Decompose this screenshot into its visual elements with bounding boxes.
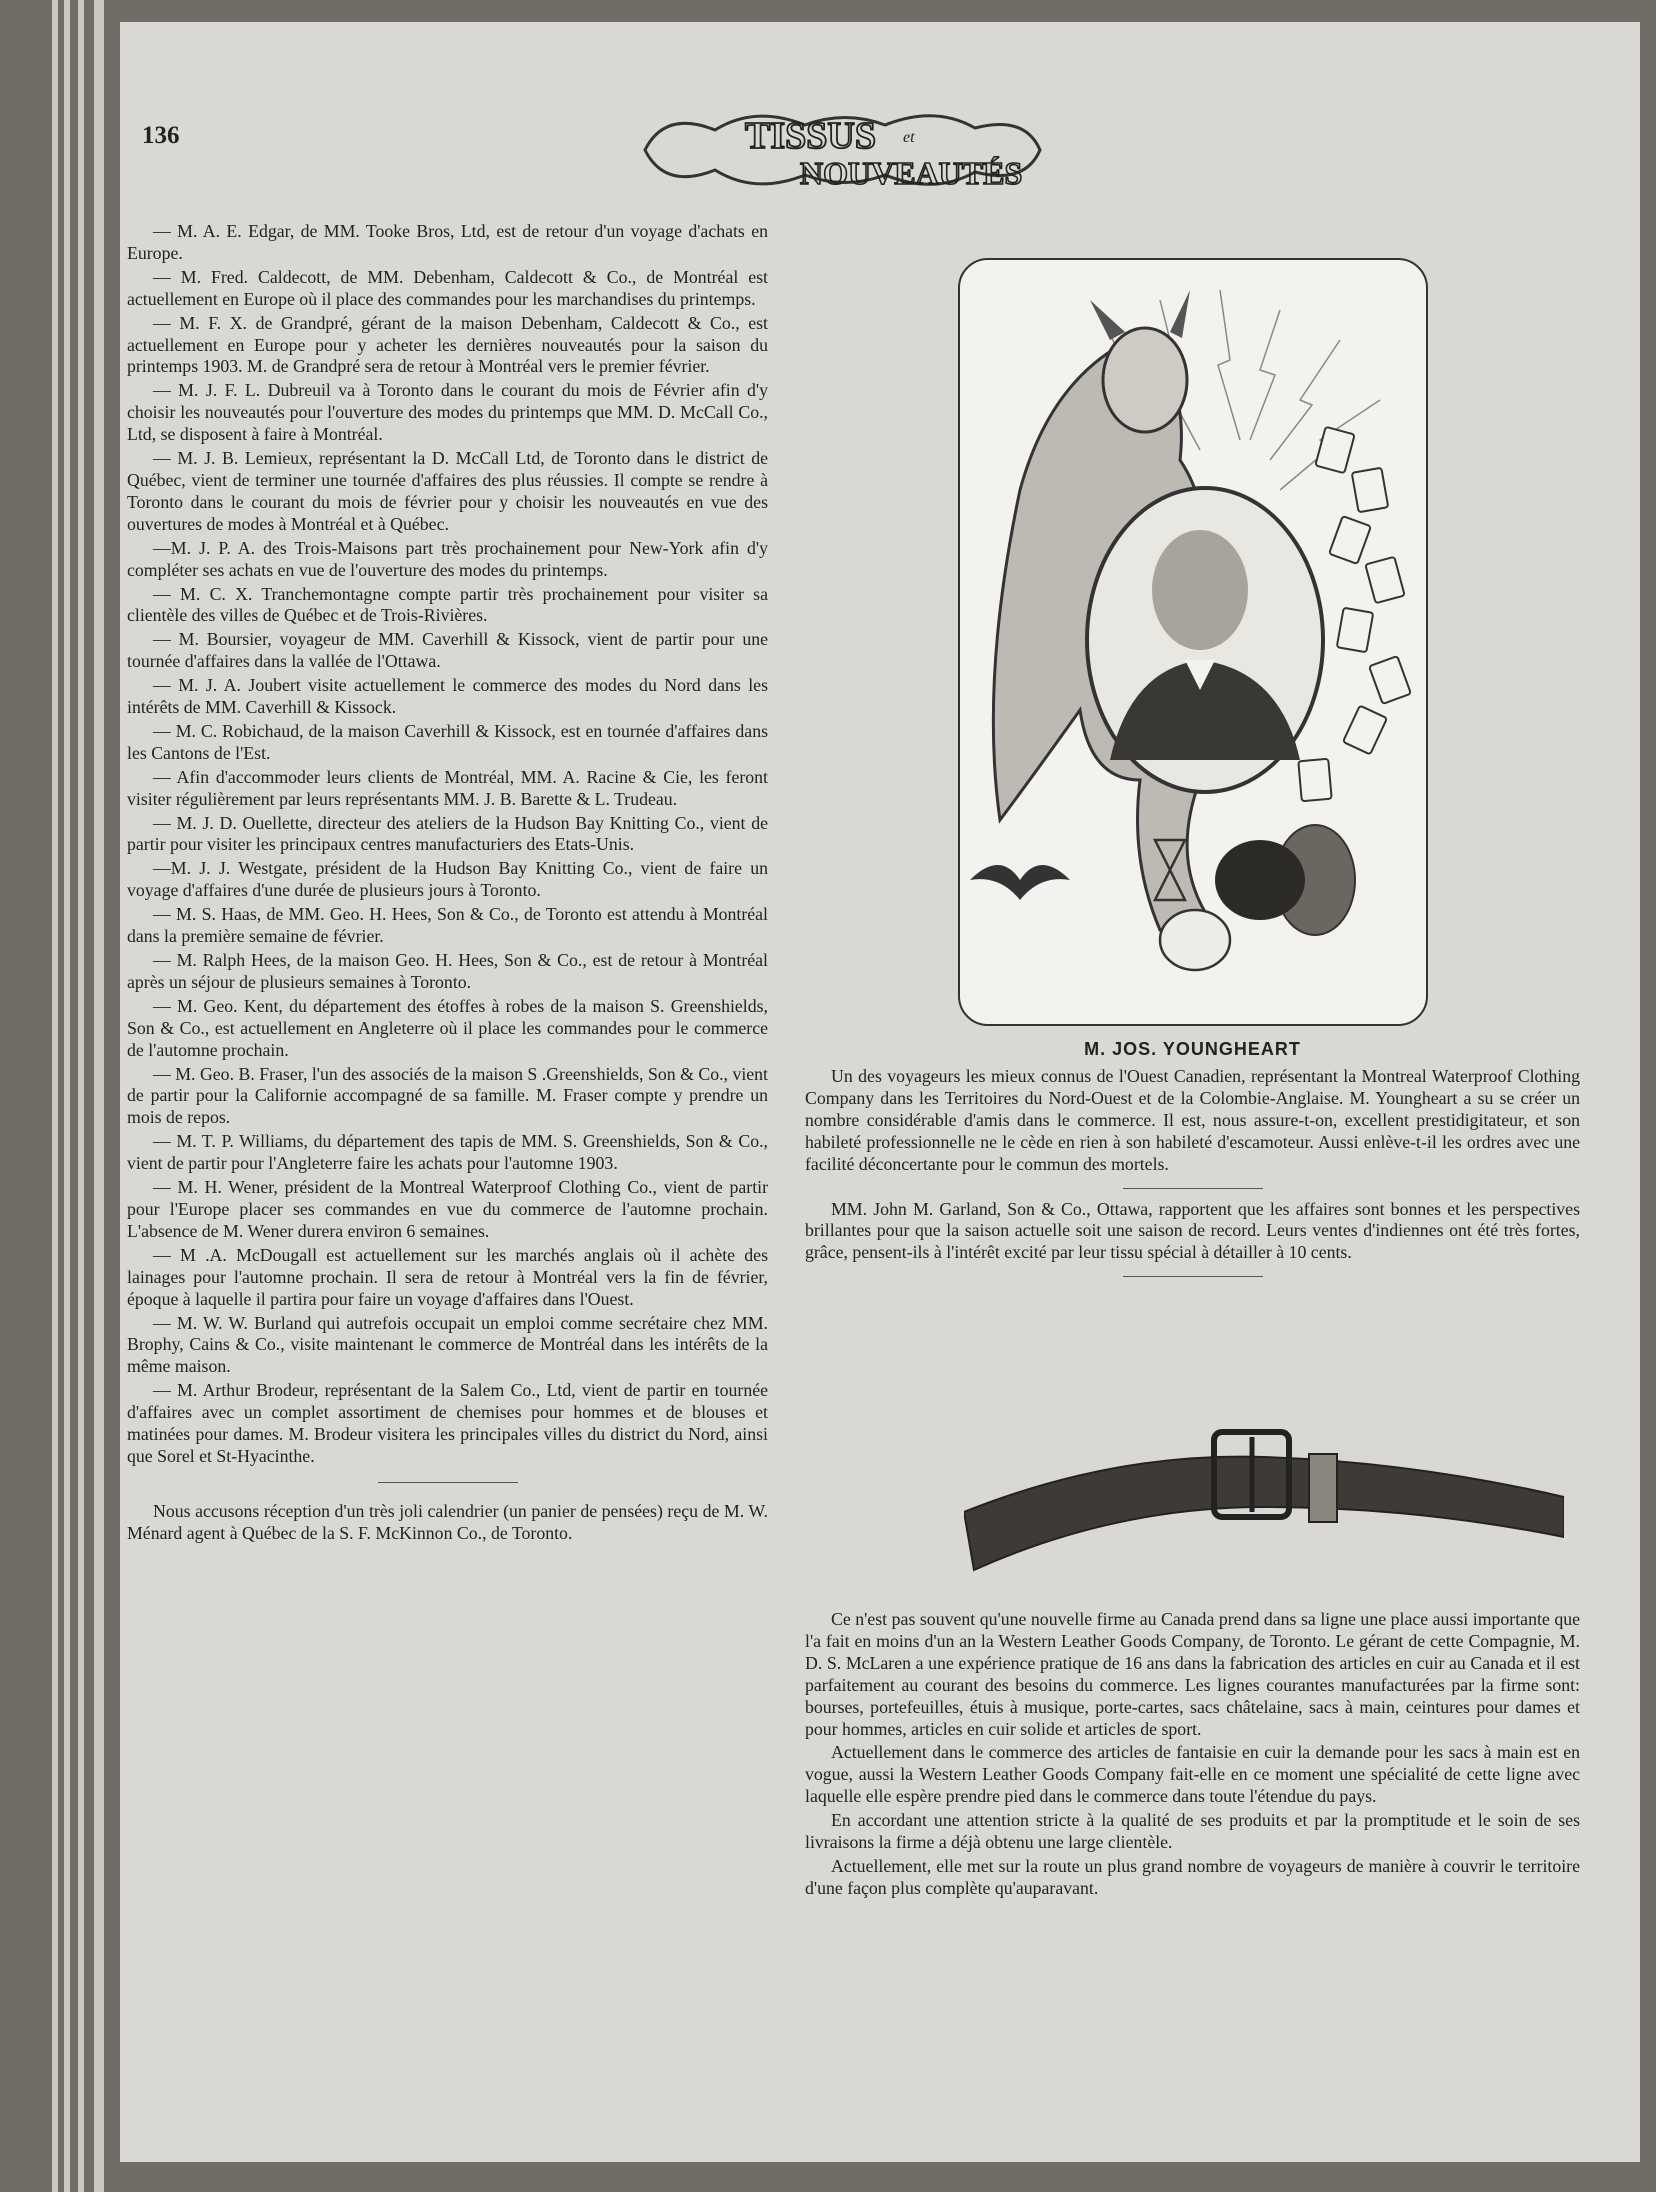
news-item: — Afin d'accommoder leurs clients de Montréal, MM. A. Racine & Cie, les feront visiter régulièrement par leurs représentants MM. J. B. Barette & L. Trudeau. [127,766,768,809]
portrait-caption-text: Un des voyageurs les mieux connus de l'Ouest Canadien, représentant la Montreal Waterproof Clothing Company dans les Territoires du Nord-Ouest et de la Colombie-Anglaise. M. Youngheart a su se créer un nombre considérable d'amis dans le commerce. Il est, nous assure-t-on, excellent prestidigitateur, et son habileté professionnelle ne le cède en rien à son habileté d'escamoteur. Aussi enlève-t-il les ordres avec une facilité déconcertante pour le commun des mortels. [805,1066,1580,1174]
western-leather-article [805,1609,1580,1902]
news-item: — M. Arthur Brodeur, représentant de la Salem Co., Ltd, vient de partir en tournée d'affaires avec un complet assortiment de chemises pour hommes et de blouses et matinées pour dames. M. Brodeur visitera les principales villes du district du Nord, ainsi que Sorel et St-Hyacinthe. [127,1380,768,1466]
bat-icon [970,865,1070,900]
article-paragraph: Actuellement dans le commerce des articles de fantaisie en cuir la demande pour les sacs à main est en vogue, aussi la Western Leather Goods Company fait-elle en ce moment une spécialité de cette ligne avec laquelle elle espère prendre pied dans le commerce dans toute l'étendue du pays. [805,1742,1580,1807]
news-item: — M. C. Robichaud, de la maison Caverhill & Kissock, est en tournée d'affaires dans les Cantons de l'Est. [127,720,768,763]
portrait-caption [805,1066,1580,1277]
page-number: 136 [142,122,180,149]
news-item: — M. J. A. Joubert visite actuellement le commerce des modes du Nord dans les intérêts de MM. Caverhill & Kissock. [127,675,768,718]
article-paragraph: En accordant une attention stricte à la qualité de ses produits et par la promptitude et le soin de ses livraisons la firme a déjà obtenu une large clientèle. [805,1810,1580,1853]
news-item: — M. Fred. Caldecott, de MM. Debenham, Caldecott & Co., de Montréal est actuellement en Europe où il place des commandes pour les marchandises du printemps. [127,266,768,309]
masthead-connector: et [903,129,915,146]
news-item: —M. J. P. A. des Trois-Maisons part très prochainement pour New-York afin d'y compléter ses achats en vue de l'ouverture des modes du printemps. [127,537,768,580]
belt-strap [964,1457,1564,1570]
news-item: — M. Geo. Kent, du département des étoffes à robes de la maison S. Greenshields, Son & Co., est actuellement en Angleterre où il place les commandes pour le commerce de l'automne prochain. [127,995,768,1060]
news-item: — M. F. X. de Grandpré, gérant de la maison Debenham, Caldecott & Co., est actuellement en Europe pour y acheter les dernières nouveautés pour la saison du printemps 1903. M. de Grandpré sera de retour à Montréal vers le premier février. [127,312,768,377]
page-edge [52,0,58,2192]
section-divider [1123,1188,1263,1189]
section-divider [378,1482,518,1483]
news-item: — M. C. X. Tranchemontagne compte partir très prochainement pour visiter sa clientèle des villes de Québec et de Trois-Rivières. [127,583,768,626]
news-item: — M. J. B. Lemieux, représentant la D. McCall Ltd, de Toronto dans le district de Québec, vient de terminer une tournée d'affaires des plus réussies. Il compte se rendre à Toronto dans le courant du mois de février pour y choisir les nouveautés en vue des ouvertures de modes à Montréal et à Québec. [127,448,768,534]
news-item: — M. J. F. L. Dubreuil va à Toronto dans le courant du mois de Février afin d'y choisir les nouveautés pour l'ouverture des modes du printemps que MM. D. McCall Co., Ltd, se disposent à faire à Montréal. [127,380,768,445]
calendar-note: Nous accusons réception d'un très joli calendrier (un panier de pensées) reçu de M. W. Ménard agent à Québec de la S. F. McKinnon Co., de Toronto. [127,1500,768,1543]
news-item: — M. Geo. B. Fraser, l'un des associés de la maison S .Greenshields, Son & Co., vient de partir pour la Californie accompagné de sa famille. M. Fraser compte y prendre un mois de repos. [127,1063,768,1128]
news-item: — M. S. Haas, de MM. Geo. H. Hees, Son & Co., de Toronto est attendu à Montréal dans la première semaine de février. [127,904,768,947]
page-edge [78,0,84,2192]
portrait-caption-name: M. JOS. YOUNGHEART [1084,1039,1301,1059]
garland-note: MM. John M. Garland, Son & Co., Ottawa, rapportent que les affaires sont bonnes et les perspectives brillantes pour que la saison actuelle soit une saison de record. Leurs ventes d'indiennes ont été très fortes, grâce, pensent-ils à l'intérêt excité par leur tissu spécial à détailler à 10 cents. [805,1198,1580,1263]
masthead-subtitle: NOUVEAUTÉS [800,155,1023,191]
news-item: — M .A. McDougall est actuellement sur les marchés anglais où il achète des lainages pour l'automne prochain. Il sera de retour à Montréal vers la fin de février, époque à laquelle il partira pour faire un voyage d'affaires dans l'Ouest. [127,1244,768,1309]
article-paragraph: Ce n'est pas souvent qu'une nouvelle firme au Canada prend dans sa ligne une place aussi importante que l'a fait en moins d'un an la Western Leather Goods Company, de Toronto. Le gérant de cette Compagnie, M. D. S. McLaren a une expérience pratique de 16 ans dans la fabrication des articles en cuir au Canada et il est parfaitement au courant des besoins du commerce. Les lignes courantes manufacturées par la firme sont: bourses, portefeuilles, étuis à musique, porte-cartes, sacs châtelaine, sacs à main, ceintures pour dames et pour hommes, articles en cuir solide et articles de sport. [805,1609,1580,1739]
page-edge [64,0,70,2192]
masthead-logo [635,100,1050,200]
belt-keeper [1309,1454,1337,1522]
youngheart-illustration [958,258,1428,1026]
belt-illustration [964,1412,1564,1580]
left-column [127,221,768,1547]
news-item: — M. A. E. Edgar, de MM. Tooke Bros, Ltd, est de retour d'un voyage d'achats en Europe. [127,221,768,263]
portrait-head [1152,530,1248,650]
news-item: — M. Boursier, voyageur de MM. Caverhill & Kissock, vient de partir pour une tournée d'affaires dans la vallée de l'Ottawa. [127,629,768,672]
news-item: — M. W. W. Burland qui autrefois occupait un emploi comme secrétaire chez MM. Brophy, Cains & Co., visite maintenant le commerce de Montréal dans les intérêts de la même maison. [127,1312,768,1377]
news-item: — M. T. P. Williams, du département des tapis de MM. S. Greenshields, Son & Co., vient de partir pour l'Angleterre faire les achats pour l'automne 1903. [127,1131,768,1174]
devil-head [1103,328,1187,432]
news-item: —M. J. J. Westgate, président de la Hudson Bay Knitting Co., vient de faire un voyage d'affaires d'une durée de plusieurs jours à Toronto. [127,858,768,901]
news-item: — M. Ralph Hees, de la maison Geo. H. Hees, Son & Co., est de retour à Montréal après un séjour de plusieurs semaines à Toronto. [127,950,768,992]
black-cat-icon [1215,840,1305,920]
news-item: — M. J. D. Ouellette, directeur des ateliers de la Hudson Bay Knitting Co., vient de partir pour visiter les principaux centres manufacturiers des Etats-Unis. [127,812,768,855]
page-edge [94,0,104,2192]
masthead-title: TISSUS [745,115,876,157]
section-divider [1123,1276,1263,1277]
skull-icon [1160,910,1230,970]
news-item: — M. H. Wener, président de la Montreal Waterproof Clothing Co., vient de partir pour l'Europe placer ses commandes en vue du commerce de l'automne prochain. L'absence de M. Wener durera environ 6 semaines. [127,1177,768,1241]
article-paragraph: Actuellement, elle met sur la route un plus grand nombre de voyageurs de manière à couvrir le territoire d'une façon plus complète qu'auparavant. [805,1855,1580,1898]
